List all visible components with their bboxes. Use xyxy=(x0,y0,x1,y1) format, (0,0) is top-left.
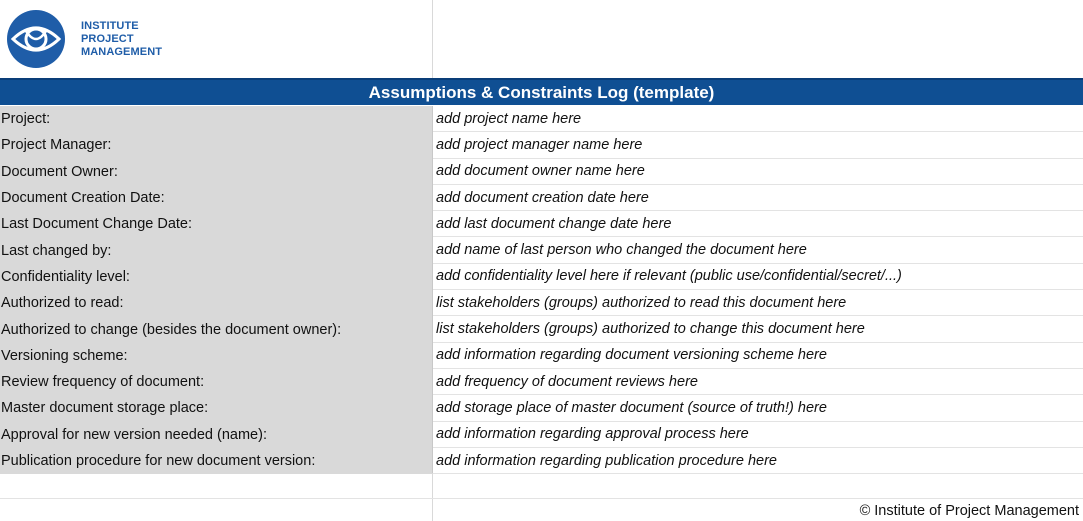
table-row xyxy=(0,395,1083,421)
logo-line-3: MANAGEMENT xyxy=(81,45,163,58)
table-row xyxy=(0,422,1083,448)
column-divider xyxy=(432,499,433,521)
row-value[interactable]: add information regarding publication procedure here xyxy=(433,448,1083,474)
row-value[interactable]: list stakeholders (groups) authorized to read this document here xyxy=(433,290,1083,316)
row-value[interactable]: add frequency of document reviews here xyxy=(433,369,1083,395)
row-value[interactable]: add information regarding approval process here xyxy=(433,422,1083,448)
empty-row[interactable] xyxy=(0,473,1083,499)
row-value[interactable]: add last document change date here xyxy=(433,211,1083,237)
row-value[interactable]: add document creation date here xyxy=(433,185,1083,211)
row-value[interactable]: add document owner name here xyxy=(433,159,1083,185)
row-value[interactable]: list stakeholders (groups) authorized to change this document here xyxy=(433,316,1083,342)
column-divider xyxy=(432,0,433,78)
row-label[interactable]: Project Manager: xyxy=(0,132,433,158)
row-label[interactable]: Approval for new version needed (name): xyxy=(0,422,433,448)
copyright: © Institute of Project Management xyxy=(859,503,1079,519)
row-label[interactable]: Project: xyxy=(0,106,433,132)
logo-line-2: PROJECT xyxy=(81,32,134,45)
row-value[interactable]: add project manager name here xyxy=(433,132,1083,158)
table-row xyxy=(0,211,1083,237)
table-row xyxy=(0,290,1083,316)
row-label[interactable]: Last Document Change Date: xyxy=(0,211,433,237)
row-label[interactable]: Confidentiality level: xyxy=(0,264,433,290)
table-row xyxy=(0,316,1083,342)
eye-circle-icon xyxy=(6,9,66,69)
row-label[interactable]: Document Creation Date: xyxy=(0,185,433,211)
table-row xyxy=(0,106,1083,132)
table-row xyxy=(0,237,1083,263)
table-row xyxy=(0,132,1083,158)
logo-line-1: INSTITUTE xyxy=(81,19,139,32)
header xyxy=(0,0,1083,78)
row-value[interactable]: add information regarding document versioning scheme here xyxy=(433,343,1083,369)
logo-text xyxy=(81,20,162,59)
row-label[interactable]: Document Owner: xyxy=(0,159,433,185)
row-label[interactable]: Versioning scheme: xyxy=(0,343,433,369)
table-row xyxy=(0,159,1083,185)
row-value[interactable]: add name of last person who changed the document here xyxy=(433,237,1083,263)
row-label[interactable]: Last changed by: xyxy=(0,237,433,263)
table-row xyxy=(0,264,1083,290)
footer xyxy=(0,499,1083,521)
document-title: Assumptions & Constraints Log (template) xyxy=(0,78,1083,105)
table-row xyxy=(0,343,1083,369)
row-value[interactable]: add confidentiality level here if relevant (public use/confidential/secret/...) xyxy=(433,264,1083,290)
row-label[interactable]: Authorized to change (besides the document owner): xyxy=(0,316,433,342)
row-label[interactable]: Authorized to read: xyxy=(0,290,433,316)
row-value[interactable]: add storage place of master document (source of truth!) here xyxy=(433,395,1083,421)
table-row xyxy=(0,448,1083,474)
row-label[interactable]: Review frequency of document: xyxy=(0,369,433,395)
row-label[interactable]: Publication procedure for new document version: xyxy=(0,448,433,474)
row-label[interactable]: Master document storage place: xyxy=(0,395,433,421)
column-divider xyxy=(432,473,433,498)
row-value[interactable]: add project name here xyxy=(433,106,1083,132)
table-row xyxy=(0,185,1083,211)
logo xyxy=(6,9,162,69)
info-table xyxy=(0,106,1083,474)
table-row xyxy=(0,369,1083,395)
